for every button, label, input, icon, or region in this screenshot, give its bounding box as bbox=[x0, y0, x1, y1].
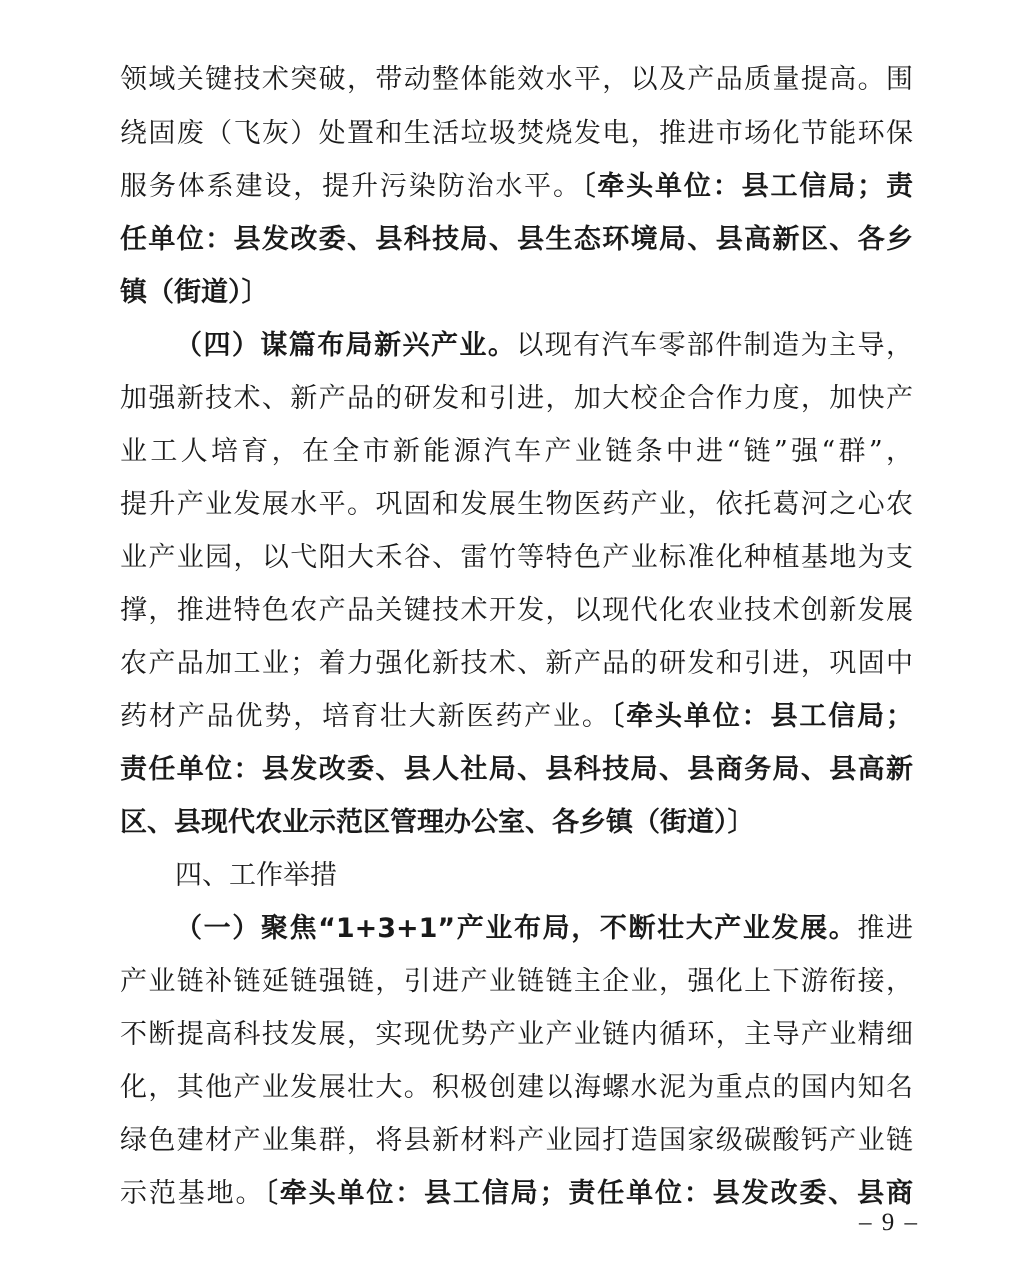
section-heading: （一）聚焦“1+3+1”产业布局，不断壮大产业发展。 bbox=[175, 913, 858, 944]
text-line bbox=[120, 538, 913, 578]
text-line bbox=[175, 856, 913, 896]
text-segment: 绕固废（飞灰）处置和生活垃圾焚烧发电，推进市场化节能环保 bbox=[120, 118, 913, 149]
text-segment: 业产业园，以弋阳大禾谷、雷竹等特色产业标准化种植基地为支 bbox=[120, 542, 913, 573]
text-segment: 推进 bbox=[857, 913, 913, 944]
text-line bbox=[120, 1174, 913, 1214]
section-heading: （四）谋篇布局新兴产业。 bbox=[175, 330, 517, 361]
text-line bbox=[120, 114, 913, 154]
text-line bbox=[120, 1121, 913, 1161]
text-line bbox=[120, 432, 913, 472]
text-segment: 不断提高科技发展，实现优势产业产业链内循环，主导产业精细 bbox=[120, 1019, 913, 1050]
responsibility-note: 镇（街道）〕 bbox=[120, 277, 269, 308]
text-line bbox=[175, 326, 913, 366]
text-line bbox=[120, 697, 913, 737]
text-line bbox=[120, 591, 913, 631]
chapter-heading: 四、工作举措 bbox=[175, 860, 337, 891]
responsibility-note: 任单位：县发改委、县科技局、县生态环境局、县高新区、各乡 bbox=[120, 224, 913, 255]
text-segment: 示范基地。 bbox=[120, 1178, 265, 1209]
text-line bbox=[120, 644, 913, 684]
responsibility-note: 〔牵头单位：县工信局；责任单位：县发改委、县商 bbox=[264, 1178, 913, 1209]
text-segment: 农产品加工业；着力强化新技术、新产品的研发和引进，巩固中 bbox=[120, 648, 913, 679]
text-line bbox=[120, 1068, 913, 1108]
text-line bbox=[120, 167, 913, 207]
text-segment: 撑，推进特色农产品关键技术开发，以现代化农业技术创新发展 bbox=[120, 595, 913, 626]
text-line bbox=[120, 220, 913, 260]
text-line bbox=[120, 803, 913, 843]
text-line bbox=[120, 1015, 913, 1055]
text-line bbox=[120, 379, 913, 419]
text-line bbox=[120, 962, 913, 1002]
responsibility-note: 区、县现代农业示范区管理办公室、各乡镇（街道）〕 bbox=[120, 807, 755, 838]
responsibility-note: 责任单位：县发改委、县人社局、县科技局、县商务局、县高新 bbox=[120, 754, 913, 785]
text-segment: 产业链补链延链强链，引进产业链链主企业，强化上下游衔接， bbox=[120, 966, 913, 997]
text-segment: 业工人培育，在全市新能源汽车产业链条中进“链”强“群”， bbox=[120, 436, 913, 467]
text-segment: 领域关键技术突破，带动整体能效水平，以及产品质量提高。围 bbox=[120, 64, 913, 95]
text-segment: 绿色建材产业集群，将县新材料产业园打造国家级碳酸钙产业链 bbox=[120, 1125, 913, 1156]
text-line bbox=[120, 273, 913, 313]
text-line bbox=[120, 750, 913, 790]
text-segment: 加强新技术、新产品的研发和引进，加大校企合作力度，加快产 bbox=[120, 383, 913, 414]
text-segment: 服务体系建设，提升污染防治水平。 bbox=[120, 171, 582, 202]
text-segment: 以现有汽车零部件制造为主导， bbox=[516, 330, 913, 361]
text-line bbox=[120, 60, 913, 100]
responsibility-note: 〔牵头单位：县工信局； bbox=[610, 701, 913, 732]
text-segment: 提升产业发展水平。巩固和发展生物医药产业，依托葛河之心农 bbox=[120, 489, 913, 520]
text-segment: 化，其他产业发展壮大。积极创建以海螺水泥为重点的国内知名 bbox=[120, 1072, 913, 1103]
text-line bbox=[175, 909, 913, 949]
text-line bbox=[120, 485, 913, 525]
responsibility-note: 〔牵头单位：县工信局；责 bbox=[581, 171, 913, 202]
text-segment: 药材产品优势，培育壮大新医药产业。 bbox=[120, 701, 611, 732]
page-number: – 9 – bbox=[859, 1209, 919, 1236]
